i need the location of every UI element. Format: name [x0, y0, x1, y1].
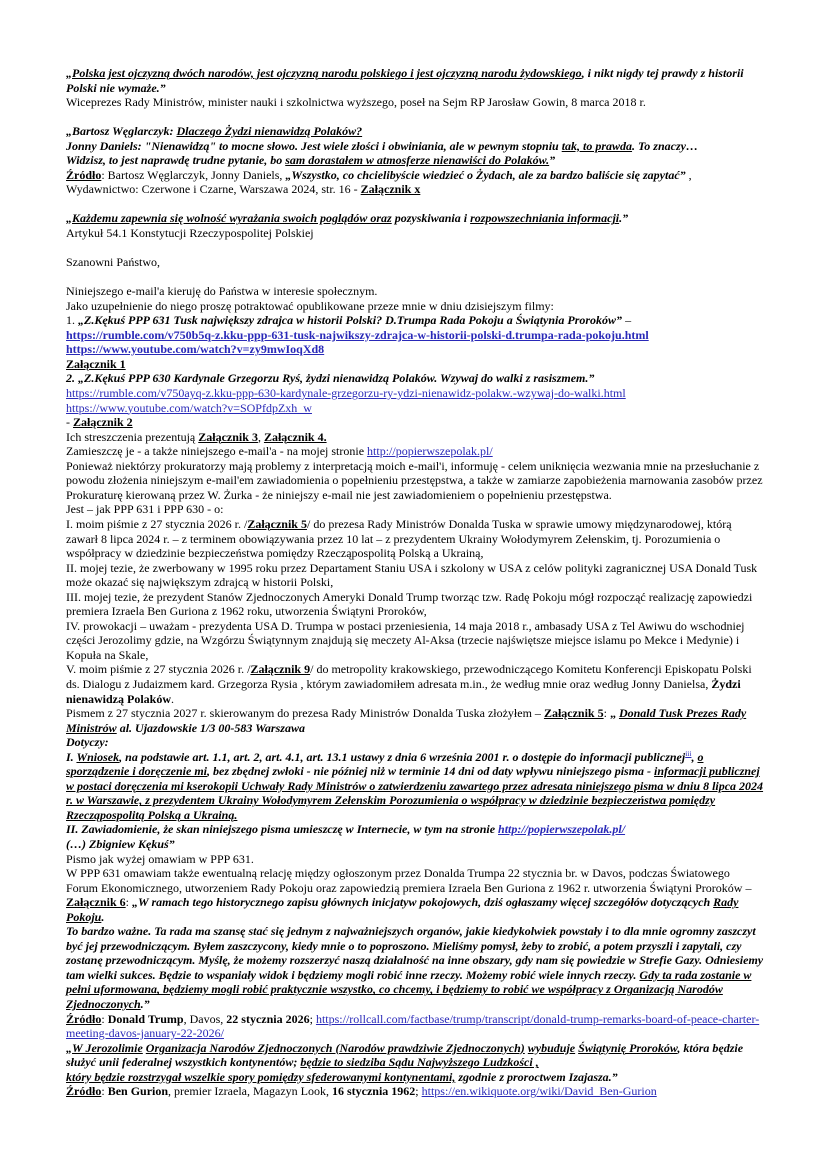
text-run: Załącznik x — [360, 182, 421, 197]
text-run: Źródło — [66, 167, 102, 182]
text-run: Jest – jak PPP 631 i PPP 630 - o: — [66, 502, 224, 517]
blank-3 — [66, 241, 764, 256]
text-run: o sporządzenie i doręczenie mi — [66, 749, 704, 779]
attachment-2 — [66, 415, 764, 430]
text-run: : — [603, 706, 610, 721]
text-run: / do prezesa Rady Ministrów Donalda Tuska w sprawie umowy międzynarodowej, którą zawarł 8 lipca 2024 r. – z terminem obowiązywania przez 10 lat – z prezydentem Ukrainy Wołodymyrem Zełenskim, tj. Porozumienia o współpracy w dziedzinie bezpieczeństwa pomiędzy Rzecząpospolitą Polską a Ukrainą, — [66, 516, 732, 561]
ben-gurion-quote — [66, 1041, 764, 1085]
subject-item-3 — [66, 590, 764, 619]
text-run: Żydzi nienawidzą Polaków — [66, 676, 741, 706]
text-run: / do metropolity krakowskiego, przewodniczącego Komitetu Konferencji Episkopatu Polski ds. Dialogu z Judaizmem kard. Grzegorza Rysia , którym zawiadomiłem adresata m.in., że według mnie oraz według Jonny Danielsa, — [66, 662, 752, 691]
text-run: Donald Tusk Prezes Rady Ministrów — [66, 706, 747, 735]
wikiquote-link[interactable]: https://en.wikiquote.org/wiki/David_Ben-Gurion — [421, 1084, 657, 1099]
text-run: „ — [66, 1040, 72, 1055]
text-run: Dlaczego Żydzi nienawidzą Polaków? — [176, 124, 363, 139]
letter-dotyczy — [66, 735, 764, 750]
text-run: Jako uzupełnienie do niego proszę potraktować opublikowane przeze mnie w dniu dzisiejszym filmy: — [66, 298, 554, 313]
summaries-attachments — [66, 430, 764, 445]
text-run: , i nikt nigdy tej prawdy z historii Polski nie wymaże.” — [66, 66, 744, 95]
text-run: , na podstawie art. 1.1, art. 2, art. 4.1, art. 13.1 ustawy z dnia 6 września 2001 r. o dostępie do informacji publicznej — [119, 749, 686, 764]
text-run: II. mojej tezie, że zwerbowany w 1995 roku przez Departament Staniu USA i szkolony w USA z celów polityki zagranicznej USA Donald Tusk może okazać się największym zdrajcą w historii Polski, — [66, 560, 758, 590]
text-run: Szanowni Państwo, — [66, 255, 160, 270]
text-run: będzie to siedziba Sądu Najwyższego Ludzkości , — [300, 1055, 539, 1070]
text-run: . To znaczy… — [632, 138, 698, 153]
text-run: . — [171, 691, 175, 706]
text-run: Źródło — [66, 1084, 102, 1099]
text-run: – — [622, 313, 632, 328]
text-run: : Bartosz Węglarczyk, Jonny Daniels, — [101, 167, 286, 182]
text-run: „Bartosz Węglarczyk: — [66, 124, 177, 139]
text-run: Załącznik 3 — [198, 429, 258, 444]
text-run: , bez zbędnej zwłoki - nie później niż w terminie 14 dni od daty wpływu niniejszego pisma - — [207, 764, 655, 779]
text-run: To bardzo ważne. Ta rada ma szansę stać się jednym z najważniejszych organów, jakie kiedykolwiek powstały i to dla mnie ogromny zaszczyt być jej przewodniczącym. Byłem zaszczycony, kiedy mnie o to poproszono. Mieliśmy pomysł, żeby to zrobić, a potem przyszli i zapytali, czy zostanę przewodniczącym. Myślę, że możemy rozszerzyć naszą działalność na inne obszary, gdy nam się powiedzie w Strefie Gazy. Odniesiemy tam wielki sukces. Będzie to wspaniały widok i będziemy mogli robić inne rzeczy. Możemy robić wiele innych rzeczy. — [66, 924, 764, 982]
text-run: „ — [609, 706, 619, 721]
website-note — [66, 444, 764, 459]
text-run: W Jerozolimie — [72, 1040, 143, 1055]
prosecutors-note — [66, 459, 764, 503]
text-run: „ — [66, 66, 72, 80]
text-run: , premier Izraela, Magazyn Look, — [168, 1084, 332, 1099]
text-run: „Z.Kękuś PPP 631 Tusk największy zdrajca w historii Polski? D.Trumpa Rada Pokoju a Świątynia Proroków” — [78, 313, 623, 328]
text-run: Polska jest ojczyzną dwóch narodów, jest ojczyzną narodu polskiego i jest ojczyzną narodu żydowskiego — [72, 66, 582, 80]
text-run: I. — [66, 749, 77, 764]
text-run: „ — [66, 211, 72, 226]
text-run: I. moim piśmie z 27 stycznia 2026 r. / — [66, 516, 248, 531]
quote-gowin — [66, 66, 764, 95]
text-run: Gdy ta rada zostanie w pełni uformowana, będziemy mogli robić praktycznie wszystko, co chcemy, i będziemy to robić we współpracy z Organizacją Narodów Zjednoczonych — [66, 967, 752, 1011]
popierwszepolak-link[interactable]: http://popierwszepolak.pl/ — [498, 822, 626, 837]
subject-item-1 — [66, 517, 764, 561]
text-run: Wiceprezes Rady Ministrów, minister nauki i szkolnictwa wyższego, poseł na Sejm RP Jarosław Gowin, 8 marca 2018 r. — [66, 95, 646, 110]
text-run: tak, to prawda — [561, 138, 633, 153]
text-run: III. mojej tezie, że prezydent Stanów Zjednoczonych Ameryki Donald Trump tworząc tzw. Radę Pokoju mógł rozpocząć realizację zapowiedzi premiera Izraela Ben Guriona z 1962 roku, utworzenia Świątyni Proroków, — [66, 589, 753, 619]
text-run: Pismem z 27 stycznia 2027 r. skierowanym do prezesa Rady Ministrów Donalda Tuska złożyłem – — [66, 706, 544, 721]
youtube-link-ppp631[interactable]: https://www.youtube.com/watch?v=zy9mwIoqXd8 — [66, 342, 325, 357]
letter-to-tusk-intro — [66, 706, 764, 735]
film-2-rumble-link — [66, 386, 764, 401]
film-1-youtube-link — [66, 342, 764, 357]
blank-1 — [66, 110, 764, 125]
constitution-reference — [66, 226, 764, 241]
subject-item-4 — [66, 619, 764, 663]
subject-item-2 — [66, 561, 764, 590]
dialog-daniels-2 — [66, 153, 764, 168]
text-run: .” — [140, 997, 150, 1011]
text-run: , Wydawnictwo: Czerwone i Czarne, Warszawa 2024, str. 16 - — [66, 167, 692, 197]
ppp631-note — [66, 852, 764, 867]
text-run: Załącznik 4. — [263, 429, 327, 444]
text-run: „Wszystko, co chcielibyście wiedzieć o Żydach, ale za bardzo baliście się zapytać” — [285, 167, 686, 182]
text-run: Ich streszczenia prezentują — [66, 429, 199, 444]
dialog-weglarczyk — [66, 124, 764, 139]
popierwszepolak-link[interactable]: http://popierwszepolak.pl/ — [367, 444, 493, 459]
text-run: Artykuł 54.1 Konstytucji Rzeczypospolitej Polskiej — [66, 226, 314, 241]
text-run: Załącznik 5 — [247, 516, 307, 531]
text-run: Załącznik 6 — [66, 895, 126, 910]
text-run: Ben Gurion — [107, 1084, 169, 1099]
text-run: Dotyczy: — [66, 735, 109, 750]
rollcall-link[interactable]: https://rollcall.com/factbase/trump/transcript/donald-trump-remarks-board-of-peace-charter-meeting-davos-january-22-2026/ — [66, 1011, 760, 1041]
rumble-link-ppp631[interactable]: https://rumble.com/v750b5q-z.kku-ppp-631-tusk-najwikszy-zdrajca-w-historii-polski-d.trumpa-rada-pokoju.html — [66, 327, 649, 342]
subject-item-5 — [66, 662, 764, 706]
dialog-daniels-1 — [66, 139, 764, 154]
text-run: , — [257, 429, 264, 444]
text-run: Rady Pokoju — [66, 895, 739, 924]
text-run: 2. „Z.Kękuś PPP 630 Kardynale Grzegorzu Ryś, żydzi nienawidzą Polaków. Wzywaj do walki z rasiszmem.” — [66, 371, 595, 386]
text-run: , — [691, 749, 698, 764]
text-run: Pismo jak wyżej omawiam w PPP 631. — [66, 851, 254, 866]
blank-2 — [66, 197, 764, 212]
text-run: Załącznik 1 — [66, 356, 126, 371]
text-run: Wniosek — [76, 749, 120, 764]
text-run: Ponieważ niektórzy prokuratorzy mają problemy z interpretacją moich e-mail'i, informuję - celem uniknięcia wezwania mnie na przesłuchanie z powodu złożenia niniejszym e-mail'em zawiadomienia o popełnieniu przestępstwa, a także w zamiarze zapobieżenia marnowania zasobów przez Prokuraturę kierowaną przez W. Żurka - że niniejszy e-mail nie jest zawiadomieniem o popełnieniu przestępstwa. — [66, 458, 763, 502]
text-run: który będzie rozstrzygał wszelkie spory pomiędzy sfederowanymi kontynentami, — [66, 1069, 456, 1084]
email-subject-intro — [66, 502, 764, 517]
text-run: Świątynię Proroków — [578, 1040, 678, 1055]
text-run: : — [101, 1084, 108, 1099]
text-run: sam dorastałem w atmosferze nienawiści do Polaków. — [285, 153, 550, 168]
blank-4 — [66, 270, 764, 285]
text-run: informacji publicznej w postaci doręczenia mi kserokopii Uchwały Rady Ministrów o zatwierdzeniu zawartego przez adresata niniejszego pisma w dniu 8 lipca 2024 r. w Warszawie, z prezydentem Ukrainy Wołodymyrem Zełenskim Porozumienia o współpracy w dziedzinie bezpieczeństwa pomiędzy Rzecząpospolitą Polską a Ukrainą. — [66, 764, 764, 822]
ppp631-davos — [66, 866, 764, 924]
text-run: (…) Zbigniew Kękuś” — [66, 836, 175, 851]
film-2-youtube-link — [66, 401, 764, 416]
text-run: al. Ujazdowskie 1/3 00-583 Warszawa — [116, 720, 305, 735]
text-run: W PPP 631 omawiam także ewentualną relację między ogłoszonym przez Donalda Trumpa 22 stycznia br. w Davos, podczas Światowego Forum Ekonomicznego, utworzeniem Rady Pokoju oraz zapowiedzią premiera Izraela Ben Guriona z 1962 r. utworzenia Świątyni Proroków – — [66, 866, 752, 895]
text-run: Niniejszego e-mail'a kieruję do Państwa w interesie społecznym. — [66, 284, 378, 299]
text-run: wybuduje — [527, 1040, 576, 1055]
text-run: Organizacja Narodów Zjednoczonych (Narodów prawdziwie Zjednoczonych) — [145, 1040, 525, 1055]
source-ben-gurion — [66, 1084, 764, 1099]
text-run: Jonny Daniels: "Nienawidzą" to mocne słowo. Jest wiele złości i obwiniania, ale w pewnym stopniu — [66, 138, 562, 153]
text-run: Każdemu zapewnia się wolność wyrażania swoich poglądów oraz — [72, 211, 392, 226]
text-run: 1. — [66, 313, 78, 328]
attachment-1 — [66, 357, 764, 372]
text-run: Donald Trump — [107, 1011, 184, 1026]
text-run: ; — [309, 1011, 316, 1026]
text-run: II. Zawiadomienie, że skan niniejszego pisma umieszczę w Internecie, w tym na stronie — [66, 822, 499, 837]
text-run: , Davos, — [183, 1011, 227, 1026]
rumble-link-ppp630[interactable]: https://rumble.com/v750ayq-z.kku-ppp-630-kardynale-grzegorzu-ry-ydzi-nienawidz-polakw.-wzywaj-do-walki.html — [66, 386, 626, 401]
text-run: : — [101, 1011, 108, 1026]
film-1-rumble-link — [66, 328, 764, 343]
text-run: IV. prowokacji – uważam - prezydenta USA D. Trumpa w postaci przeniesienia, 14 maja 2018 r., ambasady USA z Tel Awiwu do wschodniej części Jerozolimy gdzie, na Wzgórzu Świątynnym znajdują się meczety Al-Aksa (trzecie najświętsze miejsce islamu po Mekce i Medynie) i Kopuła na Skale, — [66, 618, 745, 662]
footnote-ref[interactable]: iii — [685, 748, 692, 758]
text-run: Załącznik 2 — [73, 415, 133, 430]
letter-signature — [66, 837, 764, 852]
attribution-gowin — [66, 95, 764, 110]
quote-constitution — [66, 211, 764, 226]
intro-purpose — [66, 284, 764, 299]
film-2-title — [66, 371, 764, 386]
text-run: , która będzie służyć unii federalnej wszystkich kontynentów; — [66, 1040, 744, 1070]
text-run: 22 stycznia 2026 — [226, 1011, 310, 1026]
text-run: Widzisz, to jest naprawdę trudne pytanie, bo — [66, 153, 286, 168]
text-run: pozyskiwania i — [391, 211, 471, 226]
letter-notice — [66, 822, 764, 837]
text-run: Źródło — [66, 1011, 102, 1026]
text-run: 16 stycznia 1962 — [331, 1084, 416, 1099]
text-run: - — [66, 415, 73, 430]
source-book — [66, 168, 764, 197]
text-run: Załącznik 5 — [543, 706, 604, 721]
text-run: . — [101, 909, 105, 924]
trump-quote — [66, 924, 764, 1011]
text-run: ; — [415, 1084, 422, 1099]
text-run: ” — [549, 153, 556, 168]
film-1-title — [66, 313, 764, 328]
text-run: „W ramach tego historycznego zapisu głównych inicjatyw pokojowych, dziś ogłaszamy więcej szczegółów dotyczących — [132, 895, 714, 910]
letter-request — [66, 750, 764, 823]
intro-films — [66, 299, 764, 314]
source-trump — [66, 1012, 764, 1041]
text-run: Zamieszczę je - a także niniejszego e-mail'a - na mojej stronie — [66, 444, 368, 459]
youtube-link-ppp630[interactable]: https://www.youtube.com/watch?v=SOPfdpZxh_w — [66, 400, 312, 415]
text-run: Załącznik 9 — [250, 662, 311, 677]
salutation — [66, 255, 764, 270]
text-run: zgodnie z proroctwem Izajasza.” — [455, 1069, 618, 1084]
text-run: .” — [619, 211, 629, 226]
document-body — [66, 66, 764, 1099]
text-run: rozpowszechniania informacji — [470, 211, 620, 226]
text-run: V. moim piśmie z 27 stycznia 2026 r. / — [66, 662, 251, 677]
text-run: : — [125, 895, 133, 910]
